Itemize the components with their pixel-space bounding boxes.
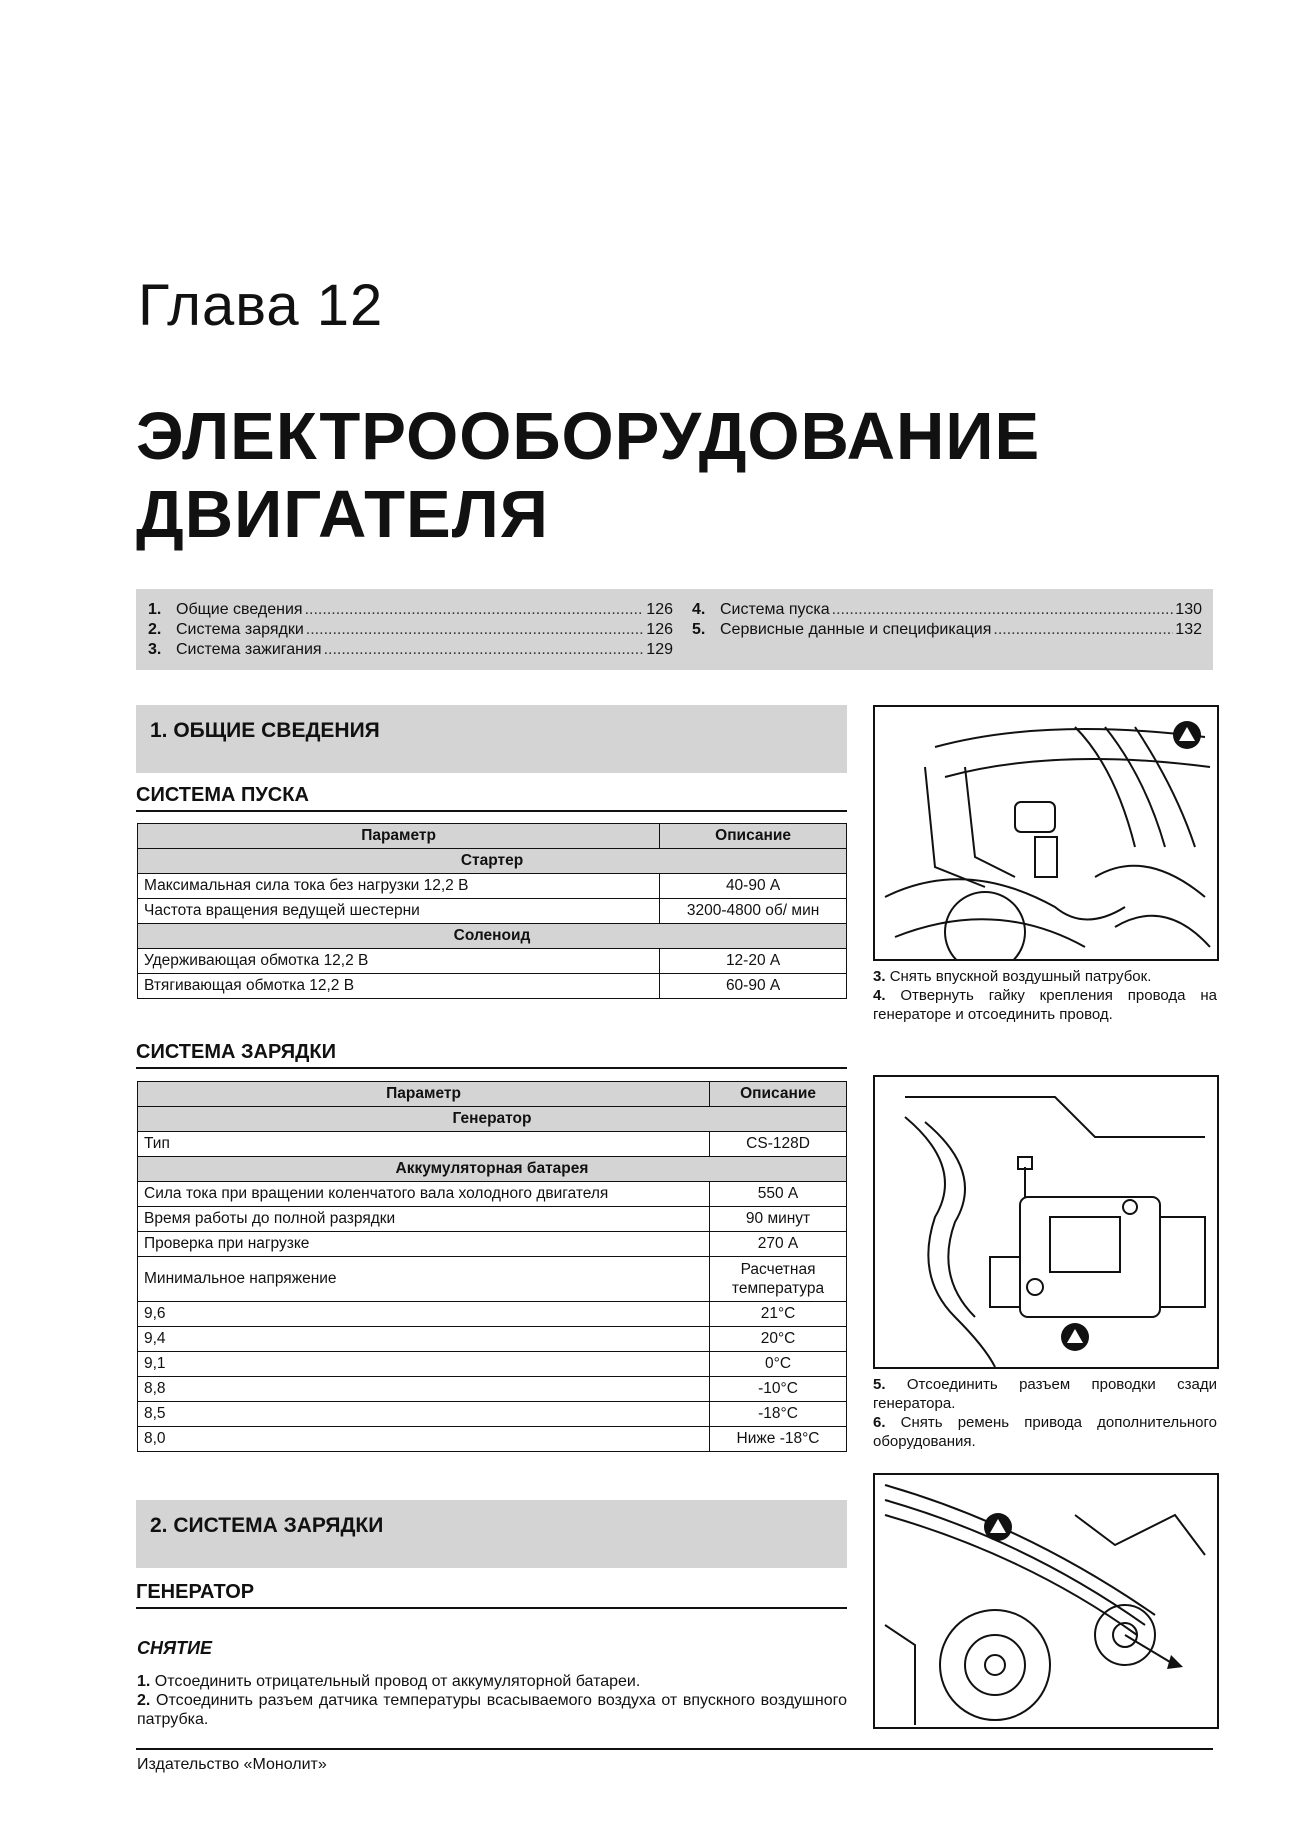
table-row bbox=[138, 1257, 847, 1302]
step-number: 2. bbox=[137, 1692, 151, 1709]
table-row bbox=[138, 1352, 847, 1377]
toc-page: 132 bbox=[1175, 621, 1202, 638]
subheading-generator: ГЕНЕРАТОР bbox=[136, 1581, 847, 1609]
table-header-row bbox=[138, 824, 847, 849]
toc-num: 2. bbox=[148, 621, 162, 638]
table-group-row bbox=[138, 849, 847, 874]
value-cell: 550 А bbox=[710, 1182, 847, 1207]
caption-item bbox=[873, 967, 1217, 986]
value-cell: 12-20 А bbox=[660, 949, 847, 974]
start-system-table bbox=[137, 823, 847, 999]
toc-dots bbox=[832, 601, 1174, 619]
toc-page: 129 bbox=[646, 641, 673, 658]
figure-drive-belt bbox=[873, 1473, 1219, 1729]
column-header: Параметр bbox=[138, 824, 660, 849]
figure-generator-wire bbox=[873, 1075, 1219, 1369]
value-cell: 3200-4800 об/ мин bbox=[660, 899, 847, 924]
value-cell: Расчетная температура bbox=[710, 1257, 847, 1302]
table-header-row bbox=[138, 1082, 847, 1107]
removal-heading: СНЯТИЕ bbox=[137, 1638, 213, 1658]
step-item bbox=[137, 1691, 847, 1729]
section-title: 2. СИСТЕМА ЗАРЯДКИ bbox=[150, 1514, 384, 1537]
toc-entry[interactable] bbox=[148, 640, 673, 660]
toc-entry[interactable] bbox=[148, 600, 673, 620]
param-cell: Частота вращения ведущей шестерни bbox=[138, 899, 660, 924]
group-label: Аккумуляторная батарея bbox=[138, 1157, 847, 1182]
toc-title: Система зарядки bbox=[176, 621, 304, 638]
charge-system-table bbox=[137, 1081, 847, 1452]
table-row bbox=[138, 1427, 847, 1452]
caption-number: 3. bbox=[873, 968, 886, 985]
value-cell: 20°С bbox=[710, 1327, 847, 1352]
param-cell: 8,0 bbox=[138, 1427, 710, 1452]
param-cell: Тип bbox=[138, 1132, 710, 1157]
intake-duct-illustration bbox=[875, 707, 1217, 959]
toc-num: 4. bbox=[692, 601, 706, 618]
toc-dots bbox=[993, 621, 1173, 639]
value-cell: -10°С bbox=[710, 1377, 847, 1402]
table-of-contents bbox=[136, 589, 1213, 670]
toc-dots bbox=[305, 601, 645, 619]
param-cell: Сила тока при вращении коленчатого вала холодного двигателя bbox=[138, 1182, 710, 1207]
table-row bbox=[138, 1182, 847, 1207]
step-number: 1. bbox=[137, 1673, 151, 1690]
param-cell: Втягивающая обмотка 12,2 В bbox=[138, 974, 660, 999]
toc-num: 1. bbox=[148, 601, 162, 618]
value-cell: 40-90 А bbox=[660, 874, 847, 899]
param-cell: Время работы до полной разрядки bbox=[138, 1207, 710, 1232]
table-group-row bbox=[138, 924, 847, 949]
param-cell: Максимальная сила тока без нагрузки 12,2 В bbox=[138, 874, 660, 899]
table-row bbox=[138, 1207, 847, 1232]
param-cell: 8,8 bbox=[138, 1377, 710, 1402]
toc-title: Сервисные данные и спецификация bbox=[720, 621, 992, 638]
publisher-footer: Издательство «Монолит» bbox=[137, 1756, 327, 1773]
value-cell: 270 А bbox=[710, 1232, 847, 1257]
toc-title: Общие сведения bbox=[176, 601, 303, 618]
caption-text: Снять ремень привода дополнительного оборудования. bbox=[873, 1414, 1217, 1450]
column-header: Описание bbox=[710, 1082, 847, 1107]
toc-num: 5. bbox=[692, 621, 706, 638]
chapter-label: Глава 12 bbox=[138, 273, 384, 338]
toc-right-column bbox=[692, 600, 1202, 640]
table-group-row bbox=[138, 1107, 847, 1132]
caption-item bbox=[873, 1413, 1217, 1451]
caption-number: 6. bbox=[873, 1414, 886, 1431]
figure-intake-duct bbox=[873, 705, 1219, 961]
toc-left-column bbox=[148, 600, 673, 660]
column-header: Описание bbox=[660, 824, 847, 849]
column-header: Параметр bbox=[138, 1082, 710, 1107]
group-label: Генератор bbox=[138, 1107, 847, 1132]
generator-wire-illustration bbox=[875, 1077, 1217, 1367]
toc-num: 3. bbox=[148, 641, 162, 658]
step-text: Отсоединить отрицательный провод от аккумуляторной батареи. bbox=[154, 1673, 641, 1690]
caption-item bbox=[873, 1375, 1217, 1413]
table-row bbox=[138, 1132, 847, 1157]
caption-item bbox=[873, 986, 1217, 1024]
param-cell: Минимальное напряжение bbox=[138, 1257, 710, 1302]
table-row bbox=[138, 874, 847, 899]
toc-title: Система пуска bbox=[720, 601, 830, 618]
drive-belt-illustration bbox=[875, 1475, 1217, 1727]
chapter-title bbox=[136, 398, 1040, 554]
toc-page: 126 bbox=[646, 621, 673, 638]
value-cell: Ниже -18°С bbox=[710, 1427, 847, 1452]
table-row bbox=[138, 1302, 847, 1327]
value-cell: 0°С bbox=[710, 1352, 847, 1377]
toc-page: 130 bbox=[1175, 601, 1202, 618]
caption-steps-3-4 bbox=[873, 967, 1217, 1024]
param-cell: 9,6 bbox=[138, 1302, 710, 1327]
subheading-charge-system: СИСТЕМА ЗАРЯДКИ bbox=[136, 1041, 847, 1069]
table-row bbox=[138, 949, 847, 974]
section-header-charging bbox=[136, 1500, 847, 1568]
toc-entry[interactable] bbox=[692, 600, 1202, 620]
toc-dots bbox=[306, 621, 645, 639]
toc-entry[interactable] bbox=[148, 620, 673, 640]
table-row bbox=[138, 1377, 847, 1402]
subheading-start-system: СИСТЕМА ПУСКА bbox=[136, 784, 847, 812]
caption-text: Отсоединить разъем проводки сзади генератора. bbox=[873, 1376, 1217, 1412]
group-label: Соленоид bbox=[138, 924, 847, 949]
footer-divider bbox=[136, 1748, 1213, 1750]
chapter-title-line2: ДВИГАТЕЛЯ bbox=[136, 477, 549, 552]
removal-steps bbox=[137, 1672, 847, 1729]
table-row bbox=[138, 1402, 847, 1427]
value-cell: 21°С bbox=[710, 1302, 847, 1327]
table-row bbox=[138, 899, 847, 924]
step-item bbox=[137, 1672, 847, 1691]
param-cell: 9,4 bbox=[138, 1327, 710, 1352]
param-cell: 8,5 bbox=[138, 1402, 710, 1427]
chapter-title-line1: ЭЛЕКТРООБОРУДОВАНИЕ bbox=[136, 399, 1041, 474]
toc-page: 126 bbox=[646, 601, 673, 618]
value-cell: -18°С bbox=[710, 1402, 847, 1427]
table-row bbox=[138, 1232, 847, 1257]
caption-number: 4. bbox=[873, 987, 886, 1004]
caption-steps-5-6 bbox=[873, 1375, 1217, 1451]
section-title: 1. ОБЩИЕ СВЕДЕНИЯ bbox=[150, 719, 380, 742]
table-row bbox=[138, 974, 847, 999]
caption-text: Снять впускной воздушный патрубок. bbox=[889, 968, 1152, 985]
caption-number: 5. bbox=[873, 1376, 886, 1393]
value-cell: CS-128D bbox=[710, 1132, 847, 1157]
group-label: Стартер bbox=[138, 849, 847, 874]
toc-entry[interactable] bbox=[692, 620, 1202, 640]
table-group-row bbox=[138, 1157, 847, 1182]
toc-title: Система зажигания bbox=[176, 641, 322, 658]
caption-text: Отвернуть гайку крепления провода на генераторе и отсоединить провод. bbox=[873, 987, 1217, 1023]
param-cell: Проверка при нагрузке bbox=[138, 1232, 710, 1257]
param-cell: 9,1 bbox=[138, 1352, 710, 1377]
step-text: Отсоединить разъем датчика температуры всасываемого воздуха от впускного воздушного патрубка. bbox=[137, 1692, 847, 1728]
toc-dots bbox=[324, 641, 645, 659]
section-header-general bbox=[136, 705, 847, 773]
value-cell: 60-90 А bbox=[660, 974, 847, 999]
param-cell: Удерживающая обмотка 12,2 В bbox=[138, 949, 660, 974]
table-row bbox=[138, 1327, 847, 1352]
value-cell: 90 минут bbox=[710, 1207, 847, 1232]
